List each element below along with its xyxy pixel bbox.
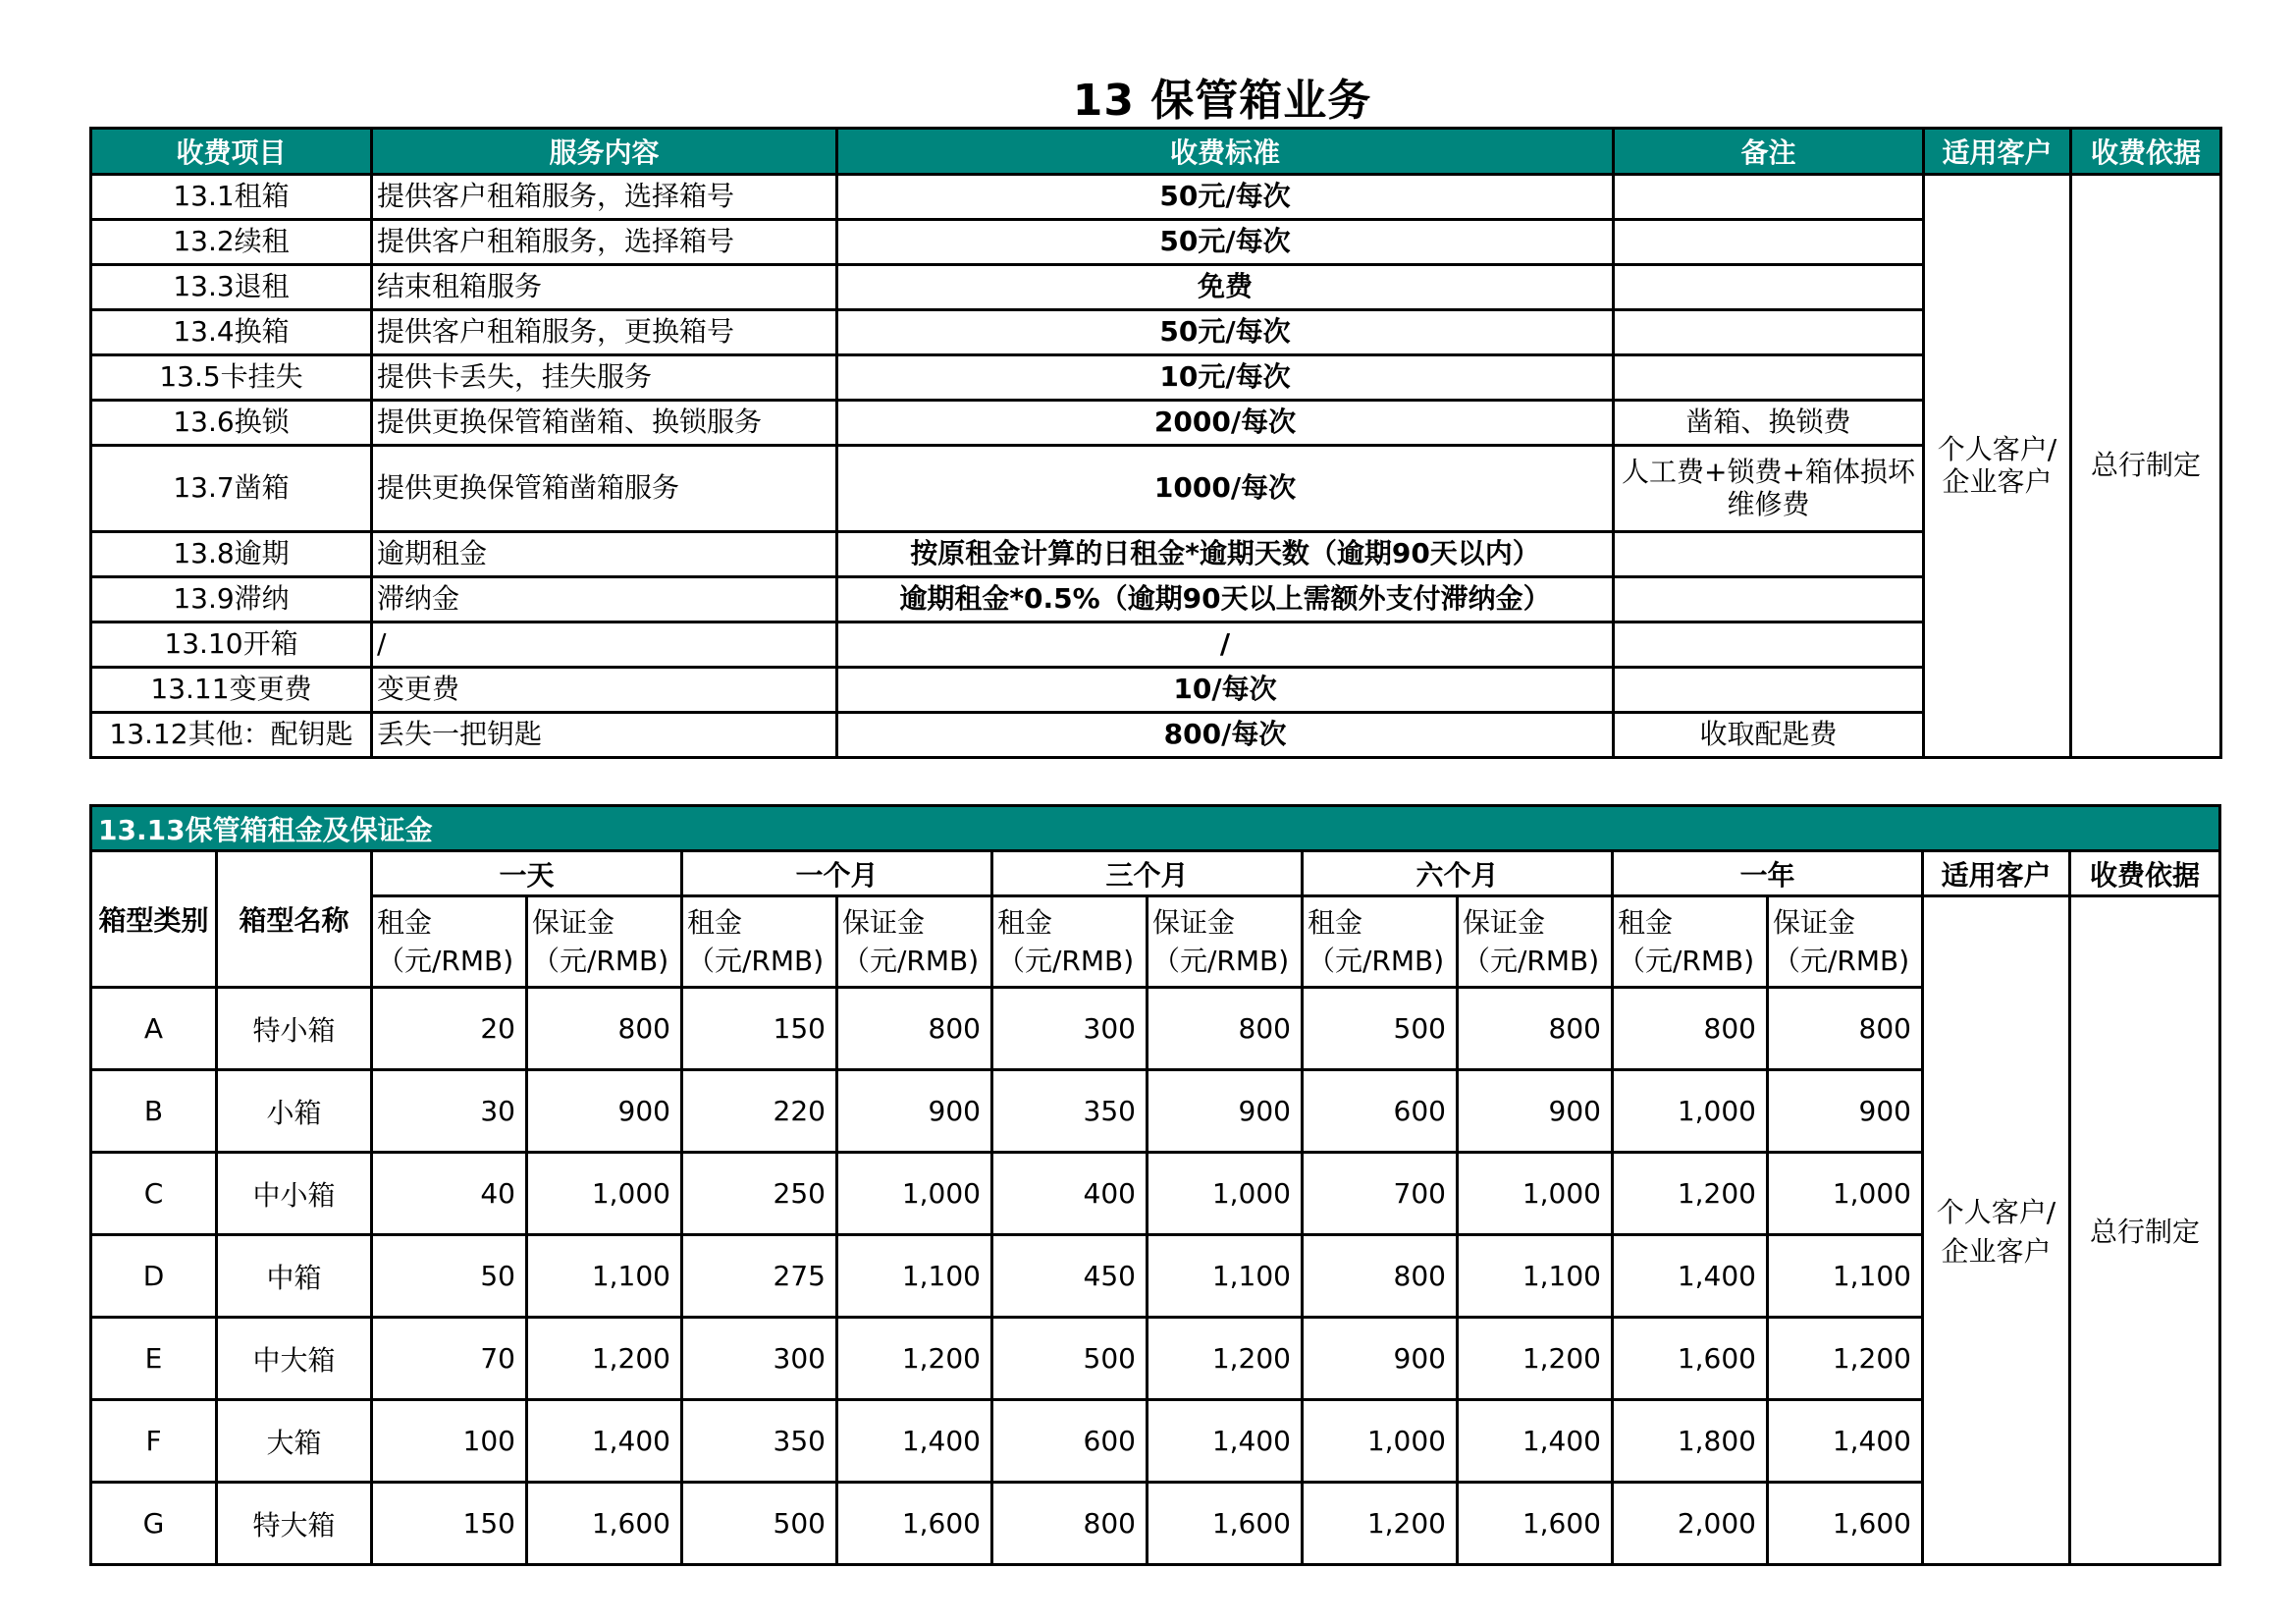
deposit-value: 1,100 [1458, 1235, 1613, 1318]
table-row [91, 265, 2221, 310]
section-title: 13.13保管箱租金及保证金 [91, 806, 2220, 851]
fee-standard: / [837, 623, 1614, 668]
deposit-value: 900 [1148, 1070, 1303, 1153]
rent-value: 20 [372, 988, 527, 1070]
table-row [91, 310, 2221, 355]
fee-standard: 10元/每次 [837, 355, 1614, 401]
deposit-value: 1,200 [837, 1318, 992, 1400]
deposit-value: 1,000 [1768, 1153, 1923, 1235]
table-row [91, 446, 2221, 532]
fee-note: 凿箱、换锁费 [1614, 401, 1924, 446]
rent-value: 1,000 [1303, 1400, 1458, 1483]
service-content: 提供客户租箱服务，选择箱号 [372, 175, 837, 220]
service-content: 丢失一把钥匙 [372, 713, 837, 758]
period-header: 一个月 [682, 851, 992, 896]
fee-note [1614, 220, 1924, 265]
deposit-value: 1,200 [1458, 1318, 1613, 1400]
rent-value: 900 [1303, 1318, 1458, 1400]
fee-standard: 逾期租金*0.5%（逾期90天以上需额外支付滞纳金） [837, 577, 1614, 623]
sub-rent: 租金（元/RMB) [372, 896, 527, 988]
deposit-value: 1,600 [1148, 1483, 1303, 1565]
rent-value: 150 [682, 988, 837, 1070]
fee-note [1614, 175, 1924, 220]
service-content: / [372, 623, 837, 668]
header-note: 备注 [1614, 129, 1924, 175]
box-type: E [91, 1318, 217, 1400]
period-header: 六个月 [1303, 851, 1613, 896]
box-name: 大箱 [217, 1400, 372, 1483]
rent-value: 1,000 [1613, 1070, 1768, 1153]
fee-standard: 免费 [837, 265, 1614, 310]
fee-standard: 50元/每次 [837, 310, 1614, 355]
deposit-value: 1,000 [1148, 1153, 1303, 1235]
deposit-value: 1,400 [1458, 1400, 1613, 1483]
fee-standard: 1000/每次 [837, 446, 1614, 532]
deposit-value: 1,100 [837, 1235, 992, 1318]
fee-note [1614, 310, 1924, 355]
fee-item: 13.4换箱 [91, 310, 372, 355]
sub-deposit: 保证金（元/RMB) [527, 896, 682, 988]
fee-item: 13.6换锁 [91, 401, 372, 446]
col-basis: 收费依据 [2070, 851, 2220, 896]
box-name: 特大箱 [217, 1483, 372, 1565]
rent-value: 350 [992, 1070, 1148, 1153]
fee-basis: 总行制定 [2070, 896, 2220, 1565]
table-row [91, 220, 2221, 265]
fee-standard: 按原租金计算的日租金*逾期天数（逾期90天以内） [837, 532, 1614, 577]
rent-value: 220 [682, 1070, 837, 1153]
box-type: G [91, 1483, 217, 1565]
rent-value: 500 [992, 1318, 1148, 1400]
deposit-value: 1,000 [837, 1153, 992, 1235]
fee-item: 13.5卡挂失 [91, 355, 372, 401]
rent-value: 1,200 [1303, 1483, 1458, 1565]
table-row [91, 401, 2221, 446]
deposit-value: 1,100 [527, 1235, 682, 1318]
sub-rent: 租金（元/RMB) [1613, 896, 1768, 988]
rent-value: 275 [682, 1235, 837, 1318]
sub-rent: 租金（元/RMB) [1303, 896, 1458, 988]
fee-table [89, 127, 2222, 759]
deposit-value: 1,600 [1768, 1483, 1923, 1565]
period-header-row [91, 851, 2220, 896]
rent-value: 30 [372, 1070, 527, 1153]
fee-standard: 50元/每次 [837, 175, 1614, 220]
table-row [91, 577, 2221, 623]
deposit-value: 1,400 [527, 1400, 682, 1483]
header-fee-standard: 收费标准 [837, 129, 1614, 175]
fee-note [1614, 532, 1924, 577]
sub-rent: 租金（元/RMB) [992, 896, 1148, 988]
rent-value: 250 [682, 1153, 837, 1235]
table-row [91, 1235, 2220, 1318]
rent-value: 600 [992, 1400, 1148, 1483]
table-row [91, 355, 2221, 401]
deposit-value: 1,600 [837, 1483, 992, 1565]
box-name: 特小箱 [217, 988, 372, 1070]
fee-note [1614, 577, 1924, 623]
deposit-value: 1,200 [1148, 1318, 1303, 1400]
deposit-value: 1,400 [1148, 1400, 1303, 1483]
box-type: A [91, 988, 217, 1070]
fee-item: 13.8逾期 [91, 532, 372, 577]
deposit-value: 800 [527, 988, 682, 1070]
deposit-value: 1,000 [1458, 1153, 1613, 1235]
deposit-value: 1,200 [1768, 1318, 1923, 1400]
service-content: 滞纳金 [372, 577, 837, 623]
fee-note [1614, 623, 1924, 668]
fee-basis: 总行制定 [2071, 175, 2221, 758]
table-row [91, 1400, 2220, 1483]
deposit-value: 800 [837, 988, 992, 1070]
rent-value: 1,600 [1613, 1318, 1768, 1400]
box-name: 中箱 [217, 1235, 372, 1318]
service-content: 提供更换保管箱凿箱、换锁服务 [372, 401, 837, 446]
rent-value: 2,000 [1613, 1483, 1768, 1565]
rent-value: 800 [1613, 988, 1768, 1070]
applicable-customer: 个人客户/企业客户 [1924, 175, 2071, 758]
rent-value: 800 [992, 1483, 1148, 1565]
table-row [91, 532, 2221, 577]
header-service: 服务内容 [372, 129, 837, 175]
table-row [91, 1483, 2220, 1565]
rent-value: 400 [992, 1153, 1148, 1235]
box-type: F [91, 1400, 217, 1483]
fee-item: 13.10开箱 [91, 623, 372, 668]
sub-deposit: 保证金（元/RMB) [1148, 896, 1303, 988]
rent-value: 300 [992, 988, 1148, 1070]
rent-value: 150 [372, 1483, 527, 1565]
deposit-value: 1,400 [837, 1400, 992, 1483]
service-content: 提供更换保管箱凿箱服务 [372, 446, 837, 532]
fee-note [1614, 668, 1924, 713]
service-content: 提供客户租箱服务，更换箱号 [372, 310, 837, 355]
rent-value: 450 [992, 1235, 1148, 1318]
deposit-value: 1,600 [1458, 1483, 1613, 1565]
rent-value: 70 [372, 1318, 527, 1400]
col-box-name: 箱型名称 [217, 851, 372, 988]
service-content: 提供客户租箱服务，选择箱号 [372, 220, 837, 265]
deposit-value: 800 [1148, 988, 1303, 1070]
rent-value: 300 [682, 1318, 837, 1400]
deposit-value: 1,000 [527, 1153, 682, 1235]
header-basis: 收费依据 [2071, 129, 2221, 175]
sub-deposit: 保证金（元/RMB) [1458, 896, 1613, 988]
rent-value: 350 [682, 1400, 837, 1483]
deposit-value: 1,400 [1768, 1400, 1923, 1483]
sub-rent: 租金（元/RMB) [682, 896, 837, 988]
rent-value: 700 [1303, 1153, 1458, 1235]
service-content: 逾期租金 [372, 532, 837, 577]
deposit-value: 900 [527, 1070, 682, 1153]
service-content: 结束租箱服务 [372, 265, 837, 310]
page-title: 13 保管箱业务 [1072, 76, 1372, 126]
col-customer: 适用客户 [1923, 851, 2070, 896]
box-name: 中大箱 [217, 1318, 372, 1400]
box-type: B [91, 1070, 217, 1153]
fee-standard: 50元/每次 [837, 220, 1614, 265]
table-row [91, 1070, 2220, 1153]
fee-note: 人工费+锁费+箱体损坏维修费 [1614, 446, 1924, 532]
rent-value: 1,800 [1613, 1400, 1768, 1483]
box-name: 小箱 [217, 1070, 372, 1153]
rent-value: 500 [682, 1483, 837, 1565]
deposit-value: 900 [837, 1070, 992, 1153]
header-fee-item: 收费项目 [91, 129, 372, 175]
sub-header-row [91, 896, 2220, 988]
fee-note [1614, 355, 1924, 401]
table-row [91, 713, 2221, 758]
fee-note [1614, 265, 1924, 310]
fee-item: 13.2续租 [91, 220, 372, 265]
fee-note: 收取配匙费 [1614, 713, 1924, 758]
deposit-value: 1,100 [1768, 1235, 1923, 1318]
deposit-value: 800 [1458, 988, 1613, 1070]
deposit-value: 900 [1768, 1070, 1923, 1153]
period-header: 一天 [372, 851, 682, 896]
box-name: 中小箱 [217, 1153, 372, 1235]
sub-deposit: 保证金（元/RMB) [1768, 896, 1923, 988]
table-row [91, 175, 2221, 220]
rent-value: 100 [372, 1400, 527, 1483]
fee-item: 13.3退租 [91, 265, 372, 310]
header-customer: 适用客户 [1924, 129, 2071, 175]
applicable-customer: 个人客户/企业客户 [1923, 896, 2070, 1565]
deposit-value: 800 [1768, 988, 1923, 1070]
fee-item: 13.11变更费 [91, 668, 372, 713]
fee-standard: 800/每次 [837, 713, 1614, 758]
fee-standard: 2000/每次 [837, 401, 1614, 446]
fee-standard: 10/每次 [837, 668, 1614, 713]
box-type: D [91, 1235, 217, 1318]
table-row [91, 988, 2220, 1070]
section-header-row [91, 806, 2220, 851]
deposit-value: 1,200 [527, 1318, 682, 1400]
col-box-type: 箱型类别 [91, 851, 217, 988]
box-type: C [91, 1153, 217, 1235]
deposit-value: 1,100 [1148, 1235, 1303, 1318]
rent-deposit-table [89, 804, 2221, 1566]
fee-item: 13.1租箱 [91, 175, 372, 220]
rent-value: 600 [1303, 1070, 1458, 1153]
fee-table-header [91, 129, 2221, 175]
fee-item: 13.7凿箱 [91, 446, 372, 532]
rent-value: 800 [1303, 1235, 1458, 1318]
deposit-value: 1,600 [527, 1483, 682, 1565]
rent-value: 40 [372, 1153, 527, 1235]
table-row [91, 1153, 2220, 1235]
period-header: 一年 [1613, 851, 1923, 896]
rent-value: 50 [372, 1235, 527, 1318]
service-content: 提供卡丢失，挂失服务 [372, 355, 837, 401]
deposit-value: 900 [1458, 1070, 1613, 1153]
fee-item: 13.12其他：配钥匙 [91, 713, 372, 758]
period-header: 三个月 [992, 851, 1303, 896]
service-content: 变更费 [372, 668, 837, 713]
table-row [91, 623, 2221, 668]
table-row [91, 1318, 2220, 1400]
rent-value: 1,400 [1613, 1235, 1768, 1318]
table-row [91, 668, 2221, 713]
rent-value: 1,200 [1613, 1153, 1768, 1235]
sub-deposit: 保证金（元/RMB) [837, 896, 992, 988]
fee-item: 13.9滞纳 [91, 577, 372, 623]
rent-value: 500 [1303, 988, 1458, 1070]
